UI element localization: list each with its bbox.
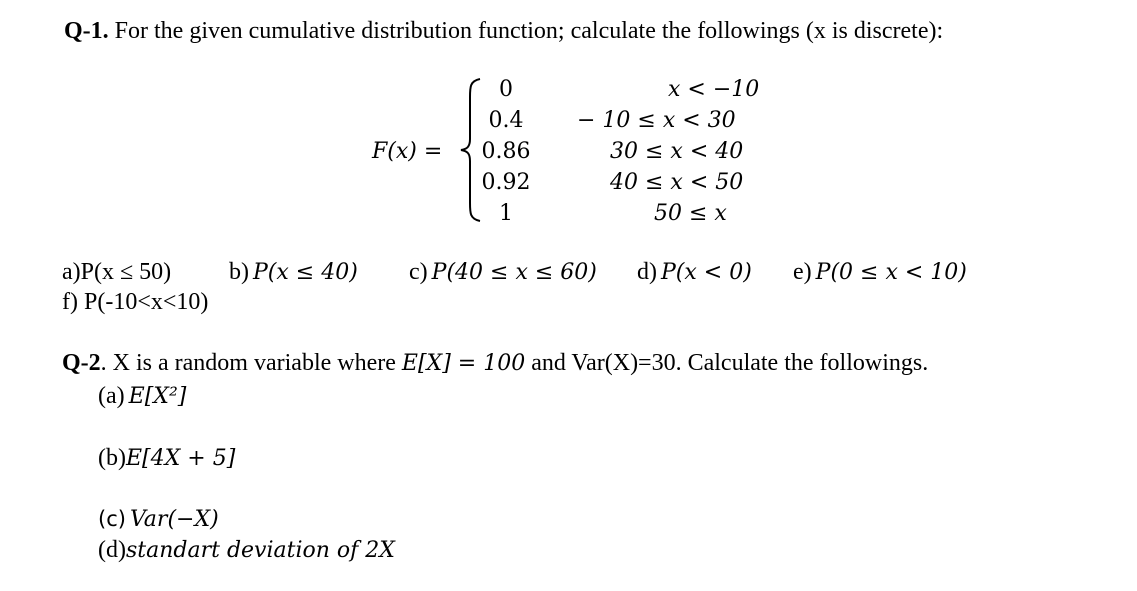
cdf-value-1: 0.4: [488, 108, 524, 133]
q2-item-a: (a) E[X²]: [98, 383, 187, 409]
cdf-condition-1: − 10 ≤ x < 30: [577, 108, 736, 133]
q2-item-b: (b)E[4X + 5]: [98, 445, 236, 471]
q1-label: Q-1.: [64, 18, 109, 44]
q2-item-c: (c) Var(−X): [98, 507, 219, 532]
q1-part-f: f) P(-10<x<10): [62, 289, 209, 315]
q1-text: For the given cumulative distribution function; calculate the followings (x is discrete):: [114, 18, 944, 44]
cdf-condition-4: 50 ≤ x: [654, 201, 727, 226]
q2-statement: Q-2. X is a random variable where E[X] = 100 and Var(X)=30. Calculate the followings.: [62, 350, 929, 376]
cdf-condition-3: 40 ≤ x < 50: [610, 170, 744, 195]
q1-part-d: d) P(x < 0): [637, 259, 752, 285]
cdf-value-2: 0.86: [481, 139, 531, 164]
cdf-condition-2: 30 ≤ x < 40: [610, 139, 744, 164]
cdf-value-4: 1: [499, 201, 513, 226]
cdf-value-3: 0.92: [481, 170, 531, 195]
cdf-value-0: 0: [499, 77, 513, 102]
q2-item-d: (d)standart deviation of 2X: [98, 537, 395, 563]
cdf-lhs: F(x) =: [372, 139, 443, 164]
q1-part-c: c) P(40 ≤ x ≤ 60): [409, 259, 597, 285]
q1-part-a: a)P(x ≤ 50): [62, 259, 172, 285]
cdf-condition-0: x < −10: [668, 77, 760, 102]
q2-expectation: E[X] = 100: [401, 351, 526, 376]
q1-statement: [64, 17, 943, 45]
q2-label: Q-2: [62, 350, 101, 376]
q1-part-b: b) P(x ≤ 40): [229, 259, 358, 285]
q1-part-e: e) P(0 ≤ x < 10): [793, 259, 967, 285]
